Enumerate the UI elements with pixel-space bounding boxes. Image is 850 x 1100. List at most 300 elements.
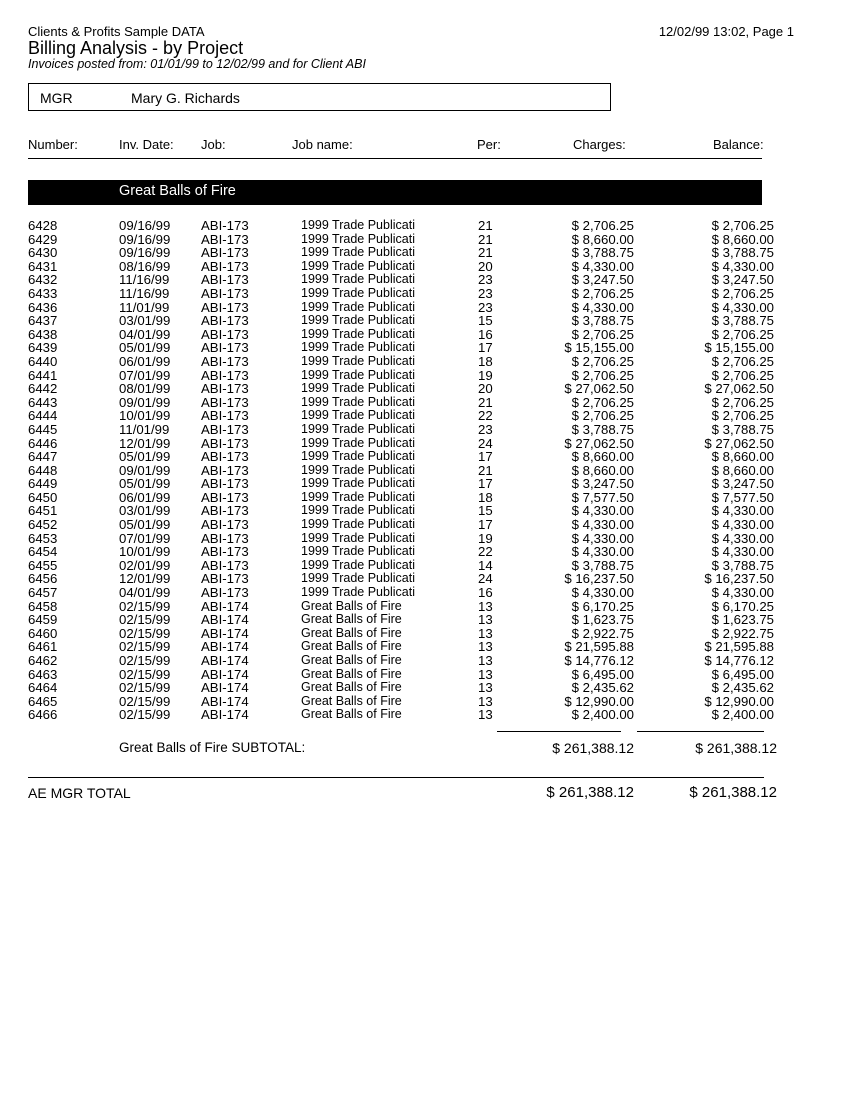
invoice-number-cell: 6453 [28,530,58,546]
table-row [0,233,850,247]
balance-cell: $ 7,577.50 [711,489,774,505]
subtotal-balance: $ 261,388.12 [695,740,777,756]
job-code-cell: ABI-173 [201,517,249,533]
invoice-number-cell: 6454 [28,544,58,560]
invoice-date-cell: 05/01/99 [119,517,171,533]
balance-cell: $ 3,788.75 [711,313,774,329]
job-code-cell: ABI-173 [201,503,249,519]
period-cell: 13 [478,612,493,628]
table-row [0,273,850,287]
period-cell: 13 [478,625,493,641]
job-name-cell: Great Balls of Fire [301,639,402,654]
job-code-cell: ABI-173 [201,231,249,247]
period-cell: 23 [478,272,493,288]
invoice-number-cell: 6455 [28,557,58,573]
invoice-date-cell: 08/16/99 [119,258,171,274]
balance-cell: $ 2,922.75 [711,625,774,641]
balance-cell: $ 16,237.50 [704,571,774,587]
period-cell: 23 [478,421,493,437]
invoice-date-cell: 11/01/99 [119,421,170,437]
invoice-date-cell: 02/15/99 [119,653,171,668]
invoice-date-cell: 02/15/99 [119,693,171,709]
group-title: Great Balls of Fire [119,183,236,199]
balance-cell: $ 3,788.75 [711,421,774,437]
balance-cell: $ 2,706.25 [711,218,774,233]
job-code-cell: ABI-173 [201,557,249,573]
balance-cell: $ 27,062.50 [704,381,774,397]
job-name-cell: 1999 Trade Publicati [301,313,415,328]
period-cell: 22 [478,544,493,560]
invoice-date-cell: 04/01/99 [119,585,171,601]
job-name-cell: Great Balls of Fire [301,666,402,681]
table-row [0,301,850,315]
invoice-number-cell: 6446 [28,435,58,451]
charges-cell: $ 2,706.25 [571,218,634,233]
report-title: Billing Analysis - by Project [28,38,244,58]
balance-cell: $ 4,330.00 [711,585,774,601]
balance-cell: $ 3,788.75 [711,245,774,261]
job-name-cell: 1999 Trade Publicati [301,449,415,464]
period-cell: 17 [478,517,493,533]
manager-box [28,83,611,111]
job-name-cell: 1999 Trade Publicati [301,530,415,545]
job-code-cell: ABI-173 [201,544,249,560]
job-name-cell: Great Balls of Fire [301,693,402,708]
job-name-cell: 1999 Trade Publicati [301,272,415,287]
total-label: AE MGR TOTAL [28,785,131,801]
total-charges: $ 261,388.12 [546,784,634,801]
invoice-date-cell: 06/01/99 [119,353,171,369]
job-code-cell: ABI-173 [201,340,249,356]
invoice-number-cell: 6462 [28,653,58,668]
period-cell: 24 [478,571,493,587]
job-name-cell: 1999 Trade Publicati [301,503,415,518]
column-header-charges: Charges: [573,137,626,152]
job-name-cell: 1999 Trade Publicati [301,544,415,559]
charges-cell: $ 2,706.25 [571,285,634,301]
group-banner [28,180,762,205]
job-code-cell: ABI-174 [201,707,249,723]
invoice-number-cell: 6452 [28,517,58,533]
invoice-date-cell: 09/16/99 [119,218,171,233]
job-code-cell: ABI-173 [201,571,249,587]
table-row [0,586,850,600]
period-cell: 16 [478,326,493,342]
header-divider [28,158,762,159]
invoice-table [0,219,850,722]
job-name-cell: Great Balls of Fire [301,598,402,613]
column-header-per: Per: [477,137,501,152]
job-code-cell: ABI-173 [201,272,249,288]
balance-cell: $ 8,660.00 [711,231,774,247]
job-code-cell: ABI-174 [201,598,249,614]
invoice-number-cell: 6459 [28,612,58,628]
job-name-cell: 1999 Trade Publicati [301,462,415,477]
job-code-cell: ABI-174 [201,639,249,655]
period-cell: 13 [478,666,493,682]
job-code-cell: ABI-173 [201,476,249,492]
table-row [0,545,850,559]
invoice-number-cell: 6431 [28,258,58,274]
balance-cell: $ 3,247.50 [711,272,774,288]
column-header-number: Number: [28,137,78,152]
charges-cell: $ 4,330.00 [571,530,634,546]
report-subtitle: Invoices posted from: 01/01/99 to 12/02/99 and for Client ABI [28,57,366,71]
charges-cell: $ 8,660.00 [571,449,634,465]
period-cell: 13 [478,707,493,723]
subtotal-charges-rule [497,731,621,732]
table-row [0,600,850,614]
invoice-number-cell: 6441 [28,367,58,383]
charges-cell: $ 7,577.50 [571,489,634,505]
period-cell: 18 [478,353,493,369]
table-row [0,409,850,423]
invoice-number-cell: 6465 [28,693,58,709]
balance-cell: $ 4,330.00 [711,258,774,274]
balance-cell: $ 15,155.00 [704,340,774,356]
table-row [0,491,850,505]
charges-cell: $ 3,247.50 [571,272,634,288]
invoice-date-cell: 05/01/99 [119,340,171,356]
table-row [0,695,850,709]
charges-cell: $ 4,330.00 [571,544,634,560]
charges-cell: $ 2,400.00 [571,707,634,723]
column-header-job-name: Job name: [292,137,353,152]
invoice-number-cell: 6448 [28,462,58,478]
invoice-number-cell: 6457 [28,585,58,601]
table-row [0,355,850,369]
job-name-cell: 1999 Trade Publicati [301,340,415,355]
period-cell: 22 [478,408,493,424]
job-code-cell: ABI-173 [201,218,249,233]
charges-cell: $ 16,237.50 [564,571,634,587]
balance-cell: $ 8,660.00 [711,462,774,478]
invoice-number-cell: 6440 [28,353,58,369]
invoice-date-cell: 04/01/99 [119,326,171,342]
job-code-cell: ABI-173 [201,326,249,342]
balance-cell: $ 2,706.25 [711,285,774,301]
job-name-cell: 1999 Trade Publicati [301,421,415,436]
period-cell: 24 [478,435,493,451]
charges-cell: $ 6,495.00 [571,666,634,682]
job-name-cell: Great Balls of Fire [301,707,402,722]
job-name-cell: 1999 Trade Publicati [301,245,415,260]
job-code-cell: ABI-174 [201,653,249,668]
job-code-cell: ABI-173 [201,258,249,274]
balance-cell: $ 4,330.00 [711,517,774,533]
balance-cell: $ 4,330.00 [711,544,774,560]
subtotal-balance-rule [637,731,764,732]
balance-cell: $ 4,330.00 [711,503,774,519]
invoice-date-cell: 02/15/99 [119,625,171,641]
invoice-date-cell: 02/15/99 [119,680,171,696]
job-code-cell: ABI-174 [201,693,249,709]
job-name-cell: Great Balls of Fire [301,612,402,627]
invoice-number-cell: 6439 [28,340,58,356]
table-row [0,450,850,464]
invoice-date-cell: 02/01/99 [119,557,171,573]
total-balance: $ 261,388.12 [689,784,777,801]
invoice-date-cell: 02/15/99 [119,598,171,614]
job-name-cell: 1999 Trade Publicati [301,299,415,314]
balance-cell: $ 27,062.50 [704,435,774,451]
job-code-cell: ABI-173 [201,367,249,383]
job-code-cell: ABI-174 [201,680,249,696]
period-cell: 21 [478,394,493,410]
invoice-number-cell: 6436 [28,299,58,315]
invoice-number-cell: 6450 [28,489,58,505]
invoice-number-cell: 6466 [28,707,58,723]
table-row [0,260,850,274]
period-cell: 14 [478,557,493,573]
job-code-cell: ABI-173 [201,585,249,601]
invoice-date-cell: 09/01/99 [119,394,171,410]
table-row [0,518,850,532]
job-name-cell: 1999 Trade Publicati [301,326,415,341]
charges-cell: $ 14,776.12 [564,653,634,668]
charges-cell: $ 3,788.75 [571,313,634,329]
job-code-cell: ABI-173 [201,408,249,424]
invoice-date-cell: 02/15/99 [119,707,171,723]
invoice-number-cell: 6433 [28,285,58,301]
invoice-date-cell: 05/01/99 [119,449,171,465]
balance-cell: $ 2,706.25 [711,367,774,383]
table-row [0,559,850,573]
invoice-date-cell: 02/15/99 [119,612,171,628]
invoice-number-cell: 6445 [28,421,58,437]
column-header-balance: Balance: [713,137,764,152]
job-name-cell: 1999 Trade Publicati [301,476,415,491]
invoice-number-cell: 6443 [28,394,58,410]
job-name-cell: 1999 Trade Publicati [301,408,415,423]
balance-cell: $ 21,595.88 [704,639,774,655]
period-cell: 23 [478,285,493,301]
period-cell: 15 [478,503,493,519]
subtotal-charges: $ 261,388.12 [552,740,634,756]
invoice-date-cell: 02/15/99 [119,666,171,682]
invoice-number-cell: 6449 [28,476,58,492]
invoice-number-cell: 6442 [28,381,58,397]
table-row [0,477,850,491]
invoice-date-cell: 12/01/99 [119,435,171,451]
period-cell: 13 [478,598,493,614]
balance-cell: $ 6,170.25 [711,598,774,614]
period-cell: 20 [478,258,493,274]
table-row [0,396,850,410]
invoice-date-cell: 02/15/99 [119,639,171,655]
table-row [0,640,850,654]
charges-cell: $ 3,247.50 [571,476,634,492]
table-row [0,382,850,396]
table-row [0,328,850,342]
charges-cell: $ 8,660.00 [571,231,634,247]
period-cell: 20 [478,381,493,397]
job-code-cell: ABI-174 [201,612,249,628]
job-code-cell: ABI-173 [201,381,249,397]
table-row [0,464,850,478]
job-name-cell: 1999 Trade Publicati [301,394,415,409]
table-row [0,572,850,586]
table-row [0,681,850,695]
charges-cell: $ 2,435.62 [571,680,634,696]
invoice-date-cell: 03/01/99 [119,503,171,519]
table-row [0,423,850,437]
invoice-number-cell: 6430 [28,245,58,261]
invoice-date-cell: 06/01/99 [119,489,171,505]
job-code-cell: ABI-173 [201,353,249,369]
table-row [0,314,850,328]
table-row [0,437,850,451]
table-row [0,627,850,641]
job-code-cell: ABI-173 [201,421,249,437]
period-cell: 19 [478,367,493,383]
job-code-cell: ABI-173 [201,394,249,410]
period-cell: 21 [478,245,493,261]
period-cell: 17 [478,449,493,465]
job-name-cell: 1999 Trade Publicati [301,571,415,586]
invoice-date-cell: 09/16/99 [119,245,171,261]
job-name-cell: Great Balls of Fire [301,653,402,667]
job-code-cell: ABI-173 [201,435,249,451]
table-row [0,708,850,722]
balance-cell: $ 6,495.00 [711,666,774,682]
table-row [0,613,850,627]
job-code-cell: ABI-174 [201,625,249,641]
invoice-number-cell: 6460 [28,625,58,641]
invoice-number-cell: 6437 [28,313,58,329]
table-row [0,341,850,355]
charges-cell: $ 2,706.25 [571,326,634,342]
charges-cell: $ 15,155.00 [564,340,634,356]
job-name-cell: 1999 Trade Publicati [301,285,415,300]
balance-cell: $ 2,400.00 [711,707,774,723]
charges-cell: $ 4,330.00 [571,585,634,601]
charges-cell: $ 4,330.00 [571,503,634,519]
charges-cell: $ 2,706.25 [571,367,634,383]
balance-cell: $ 3,788.75 [711,557,774,573]
invoice-date-cell: 11/16/99 [119,272,170,288]
total-divider [28,777,764,778]
job-code-cell: ABI-173 [201,285,249,301]
balance-cell: $ 3,247.50 [711,476,774,492]
period-cell: 16 [478,585,493,601]
invoice-number-cell: 6438 [28,326,58,342]
invoice-date-cell: 09/16/99 [119,231,171,247]
charges-cell: $ 6,170.25 [571,598,634,614]
charges-cell: $ 2,706.25 [571,353,634,369]
charges-cell: $ 2,706.25 [571,408,634,424]
balance-cell: $ 2,706.25 [711,408,774,424]
invoice-number-cell: 6458 [28,598,58,614]
job-name-cell: Great Balls of Fire [301,625,402,640]
charges-cell: $ 27,062.50 [564,381,634,397]
charges-cell: $ 8,660.00 [571,462,634,478]
period-cell: 13 [478,639,493,655]
period-cell: 13 [478,680,493,696]
period-cell: 21 [478,231,493,247]
table-row [0,287,850,301]
charges-cell: $ 4,330.00 [571,299,634,315]
charges-cell: $ 3,788.75 [571,245,634,261]
invoice-date-cell: 10/01/99 [119,544,171,560]
job-name-cell: 1999 Trade Publicati [301,517,415,532]
balance-cell: $ 8,660.00 [711,449,774,465]
invoice-number-cell: 6456 [28,571,58,587]
job-name-cell: 1999 Trade Publicati [301,381,415,396]
invoice-date-cell: 11/01/99 [119,299,170,315]
invoice-date-cell: 08/01/99 [119,381,171,397]
period-cell: 15 [478,313,493,329]
job-code-cell: ABI-173 [201,245,249,261]
job-name-cell: 1999 Trade Publicati [301,231,415,246]
balance-cell: $ 2,435.62 [711,680,774,696]
job-name-cell: 1999 Trade Publicati [301,585,415,600]
invoice-number-cell: 6444 [28,408,58,424]
charges-cell: $ 27,062.50 [564,435,634,451]
invoice-number-cell: 6461 [28,639,58,655]
charges-cell: $ 2,706.25 [571,394,634,410]
job-code-cell: ABI-174 [201,666,249,682]
job-name-cell: 1999 Trade Publicati [301,557,415,572]
job-code-cell: ABI-173 [201,313,249,329]
table-row [0,369,850,383]
invoice-number-cell: 6429 [28,231,58,247]
charges-cell: $ 4,330.00 [571,517,634,533]
invoice-date-cell: 10/01/99 [119,408,171,424]
job-name-cell: 1999 Trade Publicati [301,435,415,450]
company-name: Clients & Profits Sample DATA [28,24,205,39]
table-row [0,654,850,668]
invoice-date-cell: 12/01/99 [119,571,171,587]
balance-cell: $ 14,776.12 [704,653,774,668]
job-name-cell: 1999 Trade Publicati [301,367,415,382]
table-row [0,504,850,518]
invoice-date-cell: 03/01/99 [119,313,171,329]
period-cell: 17 [478,340,493,356]
job-name-cell: 1999 Trade Publicati [301,218,415,232]
invoice-date-cell: 05/01/99 [119,476,171,492]
job-code-cell: ABI-173 [201,489,249,505]
invoice-number-cell: 6463 [28,666,58,682]
table-row [0,246,850,260]
charges-cell: $ 12,990.00 [564,693,634,709]
job-code-cell: ABI-173 [201,462,249,478]
charges-cell: $ 2,922.75 [571,625,634,641]
table-row [0,219,850,233]
period-cell: 21 [478,218,493,233]
job-name-cell: 1999 Trade Publicati [301,353,415,368]
job-code-cell: ABI-173 [201,530,249,546]
charges-cell: $ 21,595.88 [564,639,634,655]
invoice-date-cell: 11/16/99 [119,285,170,301]
charges-cell: $ 1,623.75 [571,612,634,628]
period-cell: 13 [478,653,493,668]
balance-cell: $ 12,990.00 [704,693,774,709]
charges-cell: $ 4,330.00 [571,258,634,274]
job-name-cell: Great Balls of Fire [301,680,402,695]
balance-cell: $ 1,623.75 [711,612,774,628]
report-datetime-page: 12/02/99 13:02, Page 1 [658,24,794,39]
subtotal-label: Great Balls of Fire SUBTOTAL: [119,740,306,755]
job-name-cell: 1999 Trade Publicati [301,489,415,504]
period-cell: 17 [478,476,493,492]
balance-cell: $ 2,706.25 [711,353,774,369]
invoice-date-cell: 09/01/99 [119,462,171,478]
charges-cell: $ 3,788.75 [571,557,634,573]
period-cell: 13 [478,693,493,709]
invoice-number-cell: 6464 [28,680,58,696]
invoice-date-cell: 07/01/99 [119,530,171,546]
